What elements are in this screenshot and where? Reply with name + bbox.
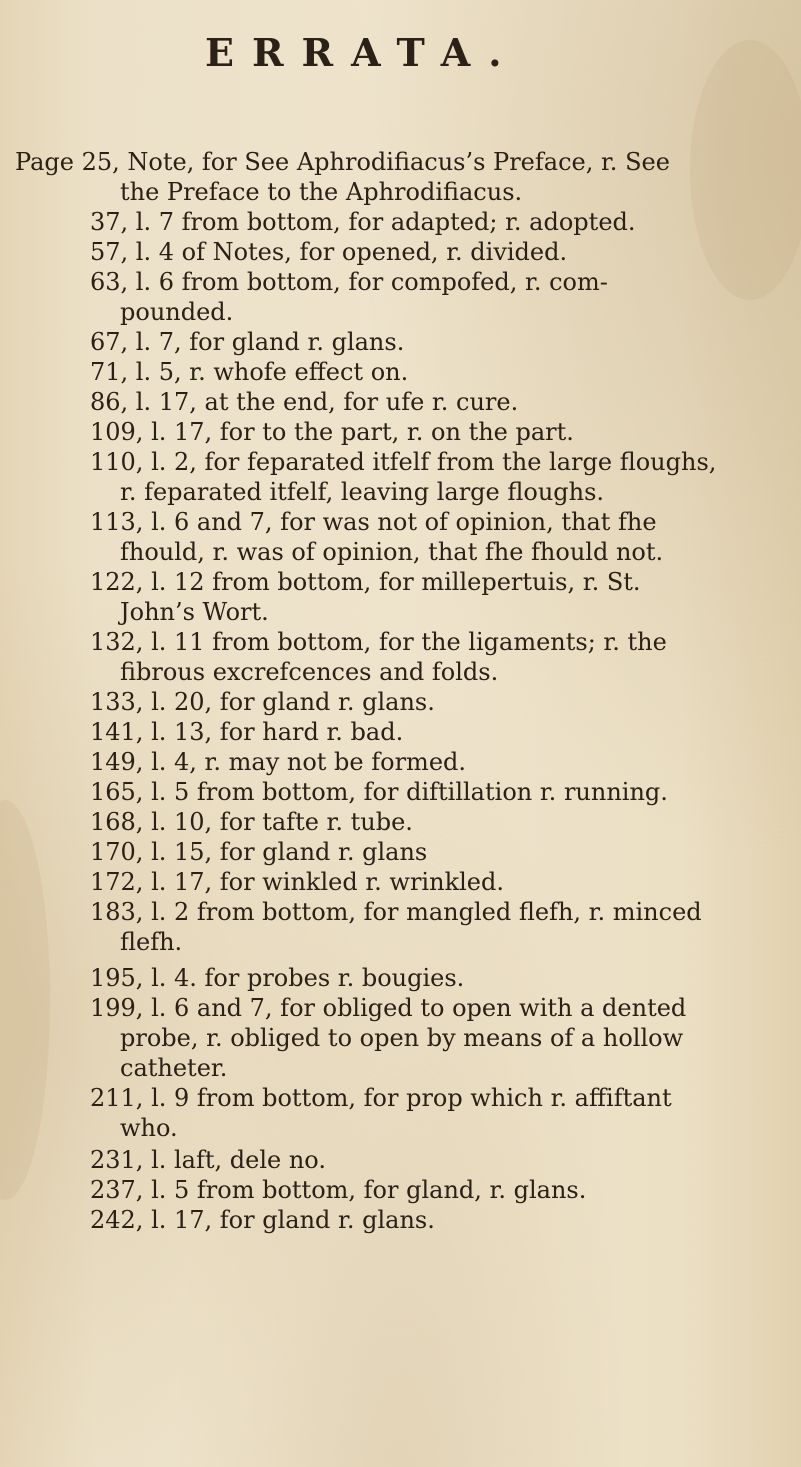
errata-line: fhould, r. was of opinion, that fhe fhould not. bbox=[120, 538, 664, 566]
errata-line: 109, l. 17, for to the part, r. on the part. bbox=[90, 418, 574, 446]
errata-line: 110, l. 2, for feparated itfelf from the large floughs, bbox=[90, 448, 717, 476]
errata-line: pounded. bbox=[120, 298, 234, 326]
errata-line: 67, l. 7, for gland r. glans. bbox=[90, 328, 405, 356]
errata-line: 211, l. 9 from bottom, for prop which r. affiftant bbox=[90, 1084, 672, 1112]
errata-line: 183, l. 2 from bottom, for mangled flefh, r. minced bbox=[90, 898, 702, 926]
errata-line: r. feparated itfelf, leaving large floughs. bbox=[120, 478, 605, 506]
errata-line: 199, l. 6 and 7, for obliged to open with a dented bbox=[90, 994, 687, 1022]
errata-line: 172, l. 17, for winkled r. wrinkled. bbox=[90, 868, 504, 896]
errata-line: 122, l. 12 from bottom, for millepertuis, r. St. bbox=[90, 568, 641, 596]
errata-line: 86, l. 17, at the end, for ufe r. cure. bbox=[90, 388, 519, 416]
errata-line: Page 25, Note, for See Aphrodifiacus’s Preface, r. See bbox=[15, 148, 670, 176]
errata-line: 242, l. 17, for gland r. glans. bbox=[90, 1206, 435, 1234]
errata-line: flefh. bbox=[120, 928, 183, 956]
errata-line: John’s Wort. bbox=[120, 598, 269, 626]
errata-line: 113, l. 6 and 7, for was not of opinion, that fhe bbox=[90, 508, 657, 536]
errata-line: 63, l. 6 from bottom, for compofed, r. com- bbox=[90, 268, 608, 296]
errata-line: probe, r. obliged to open by means of a hollow bbox=[120, 1024, 684, 1052]
errata-line: the Preface to the Aphrodifiacus. bbox=[120, 178, 523, 206]
errata-line: fibrous excrefcences and folds. bbox=[120, 658, 499, 686]
errata-line: catheter. bbox=[120, 1054, 228, 1082]
errata-line: 237, l. 5 from bottom, for gland, r. glans. bbox=[90, 1176, 587, 1204]
errata-line: who. bbox=[120, 1114, 178, 1142]
paper-stain bbox=[0, 800, 50, 1200]
errata-line: 149, l. 4, r. may not be formed. bbox=[90, 748, 467, 776]
errata-line: 71, l. 5, r. whofe effect on. bbox=[90, 358, 409, 386]
errata-line: 132, l. 11 from bottom, for the ligaments; r. the bbox=[90, 628, 667, 656]
errata-line: 57, l. 4 of Notes, for opened, r. divided. bbox=[90, 238, 568, 266]
errata-heading: ERRATA. bbox=[205, 30, 520, 75]
errata-line: 168, l. 10, for tafte r. tube. bbox=[90, 808, 413, 836]
errata-line: 141, l. 13, for hard r. bad. bbox=[90, 718, 404, 746]
errata-line: 195, l. 4. for probes r. bougies. bbox=[90, 964, 465, 992]
errata-line: 165, l. 5 from bottom, for diftillation r. running. bbox=[90, 778, 668, 806]
paper-stain bbox=[690, 40, 801, 300]
errata-line: 37, l. 7 from bottom, for adapted; r. adopted. bbox=[90, 208, 636, 236]
errata-line: 133, l. 20, for gland r. glans. bbox=[90, 688, 435, 716]
errata-line: 170, l. 15, for gland r. glans bbox=[90, 838, 428, 866]
errata-line: 231, l. laft, dele no. bbox=[90, 1146, 326, 1174]
